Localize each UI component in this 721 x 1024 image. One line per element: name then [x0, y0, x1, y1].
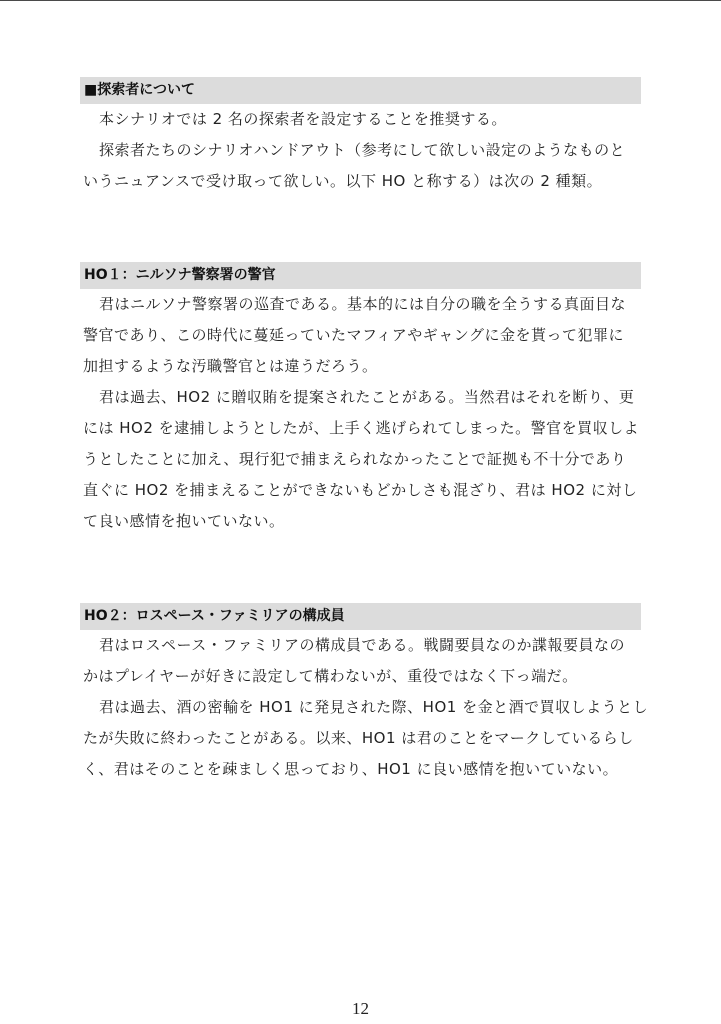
text-line: 直ぐに HO2 を捕まえることができないもどかしさも混ざり、君は HO2 に対し: [83, 481, 638, 499]
text-line: 君はロスペース・ファミリアの構成員である。戦闘要員なのか諜報要員なの: [99, 636, 625, 654]
section-heading: ■探索者について: [80, 77, 641, 104]
text-line: 警官であり、この時代に蔓延っていたマフィアやギャングに金を貰って犯罪に: [83, 326, 625, 344]
text-line: 本シナリオでは 2 名の探索者を設定することを推奨する。: [99, 110, 507, 128]
paragraph: [80, 692, 649, 785]
paragraph: [80, 382, 641, 537]
section-ho1: [80, 262, 641, 537]
text-line: うとしたことに加え、現行犯で捕まえられなかったことで証拠も不十分であり: [83, 450, 627, 468]
top-border-line: [0, 0, 721, 1]
text-line: 加担するような汚職警官とは違うだろう。: [83, 357, 378, 375]
text-line: には HO2 を逮捕しようとしたが、上手く逃げられてしまった。警官を買収しよ: [83, 419, 640, 437]
text-line: 君は過去、酒の密輸を HO1 に発見された際、HO1 を金と酒で買収しようとし: [99, 698, 649, 716]
paragraph: [80, 135, 641, 197]
section-ho2: [80, 603, 649, 785]
text-line: て良い感情を抱いていない。: [83, 512, 285, 530]
text-line: かはプレイヤーが好きに設定して構わないが、重役ではなく下っ端だ。: [83, 667, 578, 685]
paragraph: [80, 630, 641, 692]
text-line: 君はニルソナ警察署の巡査である。基本的には自分の職を全うする真面目な: [99, 295, 627, 313]
text-line: 君は過去、HO2 に贈収賄を提案されたことがある。当然君はそれを断り、更: [99, 388, 635, 406]
text-line: いうニュアンスで受け取って欲しい。以下 HO と称する）は次の 2 種類。: [83, 172, 603, 190]
section-heading: HO１：ニルソナ警察署の警官: [80, 262, 641, 289]
paragraph: [80, 104, 641, 135]
paragraph: [80, 289, 641, 382]
section-investigators: [80, 77, 641, 197]
text-line: 探索者たちのシナリオハンドアウト（参考にして欲しい設定のようなものと: [99, 141, 626, 159]
section-heading: HO２：ロスペース・ファミリアの構成員: [80, 603, 641, 630]
text-line: たが失敗に終わったことがある。以来、HO1 は君のことをマークしているらし: [83, 729, 634, 747]
page-number: 12: [352, 999, 369, 1018]
text-line: く、君はそのことを疎ましく思っており、HO1 に良い感情を抱いていない。: [83, 760, 619, 778]
